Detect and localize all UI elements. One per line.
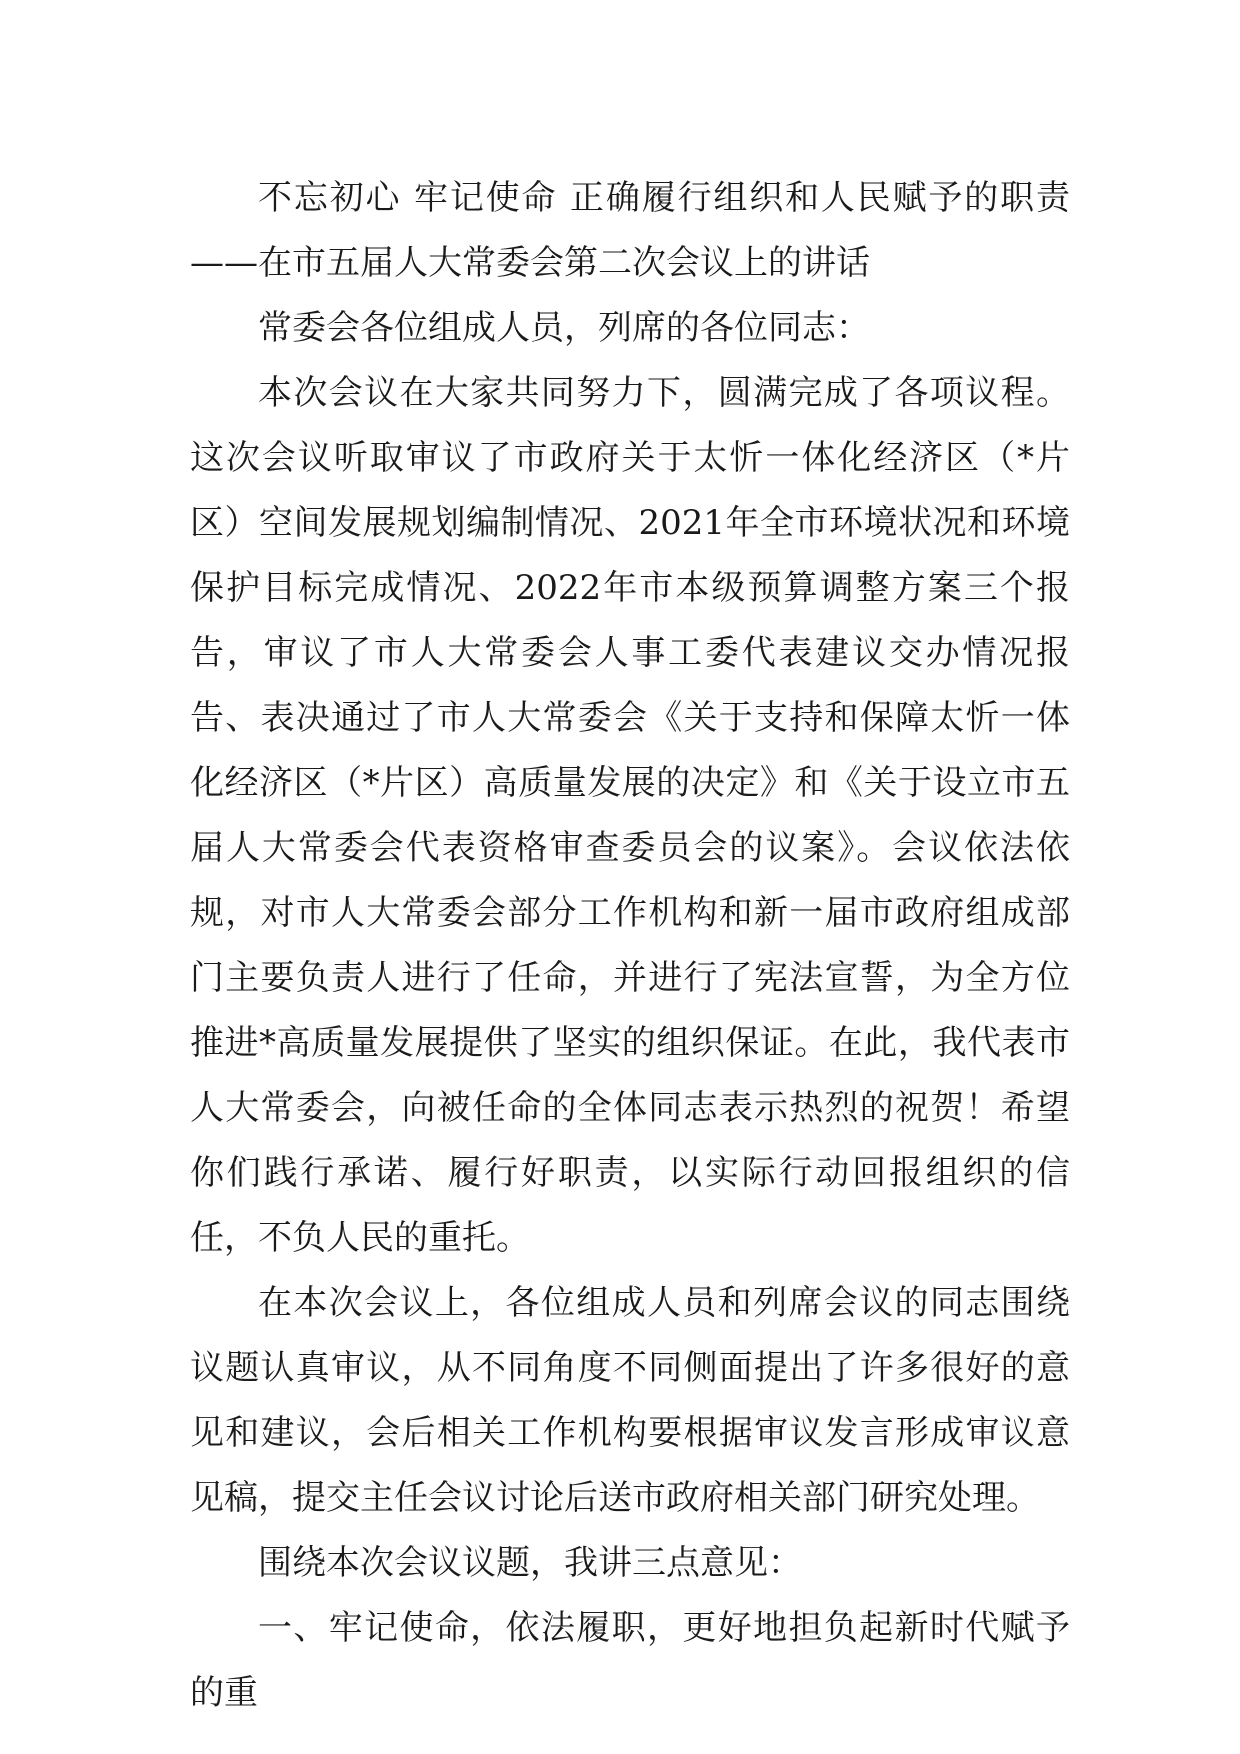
section-heading: 一、牢记使命，依法履职，更好地担负起新时代赋予的重 [190, 1608, 1070, 1713]
salutation: 常委会各位组成人员，列席的各位同志： [258, 308, 870, 348]
body-paragraph: 本次会议在大家共同努力下，圆满完成了各项议程。这次会议听取审议了市政府关于太忻一体化经济区（*片区）空间发展规划编制情况、2021年全市环境状况和环境保护目标完成情况、2022年市本级预算调整方案三个报告，审议了市人大常委会人事工委代表建议交办情况报告、表决通过了市人大常委会《关于支持和保障太忻一体化经济区（*片区）高质量发展的决定》和《关于设立市五届人大常委会代表资格审查委员会的议案》。会议依法依规，对市人大常委会部分工作机构和新一届市政府组成部门主要负责人进行了任命，并进行了宪法宣誓，为全方位推进*高质量发展提供了坚实的组织保证。在此，我代表市人大常委会，向被任命的全体同志表示热烈的祝贺！希望你们践行承诺、履行好职责，以实际行动回报组织的信任，不负人民的重托。 [190, 373, 1070, 1258]
document-title: 不忘初心 牢记使命 正确履行组织和人民赋予的职责——在市五届人大常委会第二次会议上的讲话 [190, 178, 1070, 283]
document-body [190, 166, 1070, 1726]
body-paragraph: 在本次会议上，各位组成人员和列席会议的同志围绕议题认真审议，从不同角度不同侧面提出了许多很好的意见和建议，会后相关工作机构要根据审议发言形成审议意见稿，提交主任会议讨论后送市政府相关部门研究处理。 [190, 1283, 1070, 1518]
body-paragraph: 围绕本次会议议题，我讲三点意见： [258, 1543, 802, 1583]
